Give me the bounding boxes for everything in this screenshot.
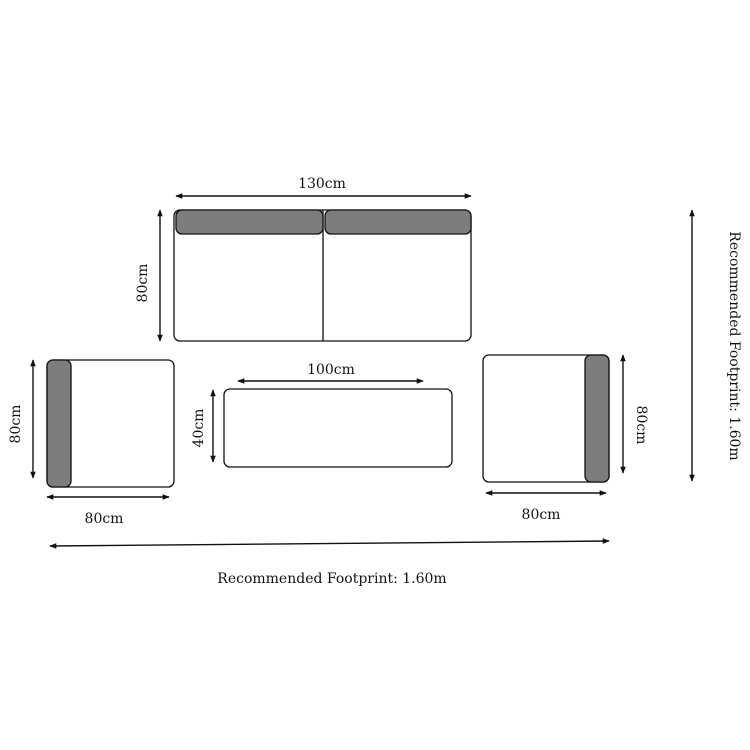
left-chair-back-cushion [47, 360, 71, 487]
sofa-depth-label: 80cm [135, 263, 151, 303]
left-chair [47, 360, 174, 487]
left-chair-width-label: 80cm [84, 511, 124, 527]
right-chair-back-cushion [585, 355, 609, 482]
right-chair [483, 355, 609, 482]
sofa-back-cushion-right [325, 210, 471, 234]
right-chair-width-label: 80cm [521, 507, 561, 523]
footprint-horizontal-arrow [50, 541, 609, 546]
sofa [174, 210, 471, 341]
table-depth-label: 40cm [191, 408, 207, 448]
coffee-table-body [224, 389, 452, 467]
sofa-back-cushion-left [176, 210, 323, 234]
table-width-label: 100cm [307, 362, 355, 378]
coffee-table [224, 389, 452, 467]
sofa-width-label: 130cm [298, 176, 346, 192]
footprint-vertical-label: Recommended Footprint: 1.60m [726, 231, 742, 461]
left-chair-depth-label: 80cm [8, 404, 24, 444]
right-chair-depth-label: 80cm [633, 405, 649, 445]
footprint-horizontal-label: Recommended Footprint: 1.60m [217, 571, 447, 587]
